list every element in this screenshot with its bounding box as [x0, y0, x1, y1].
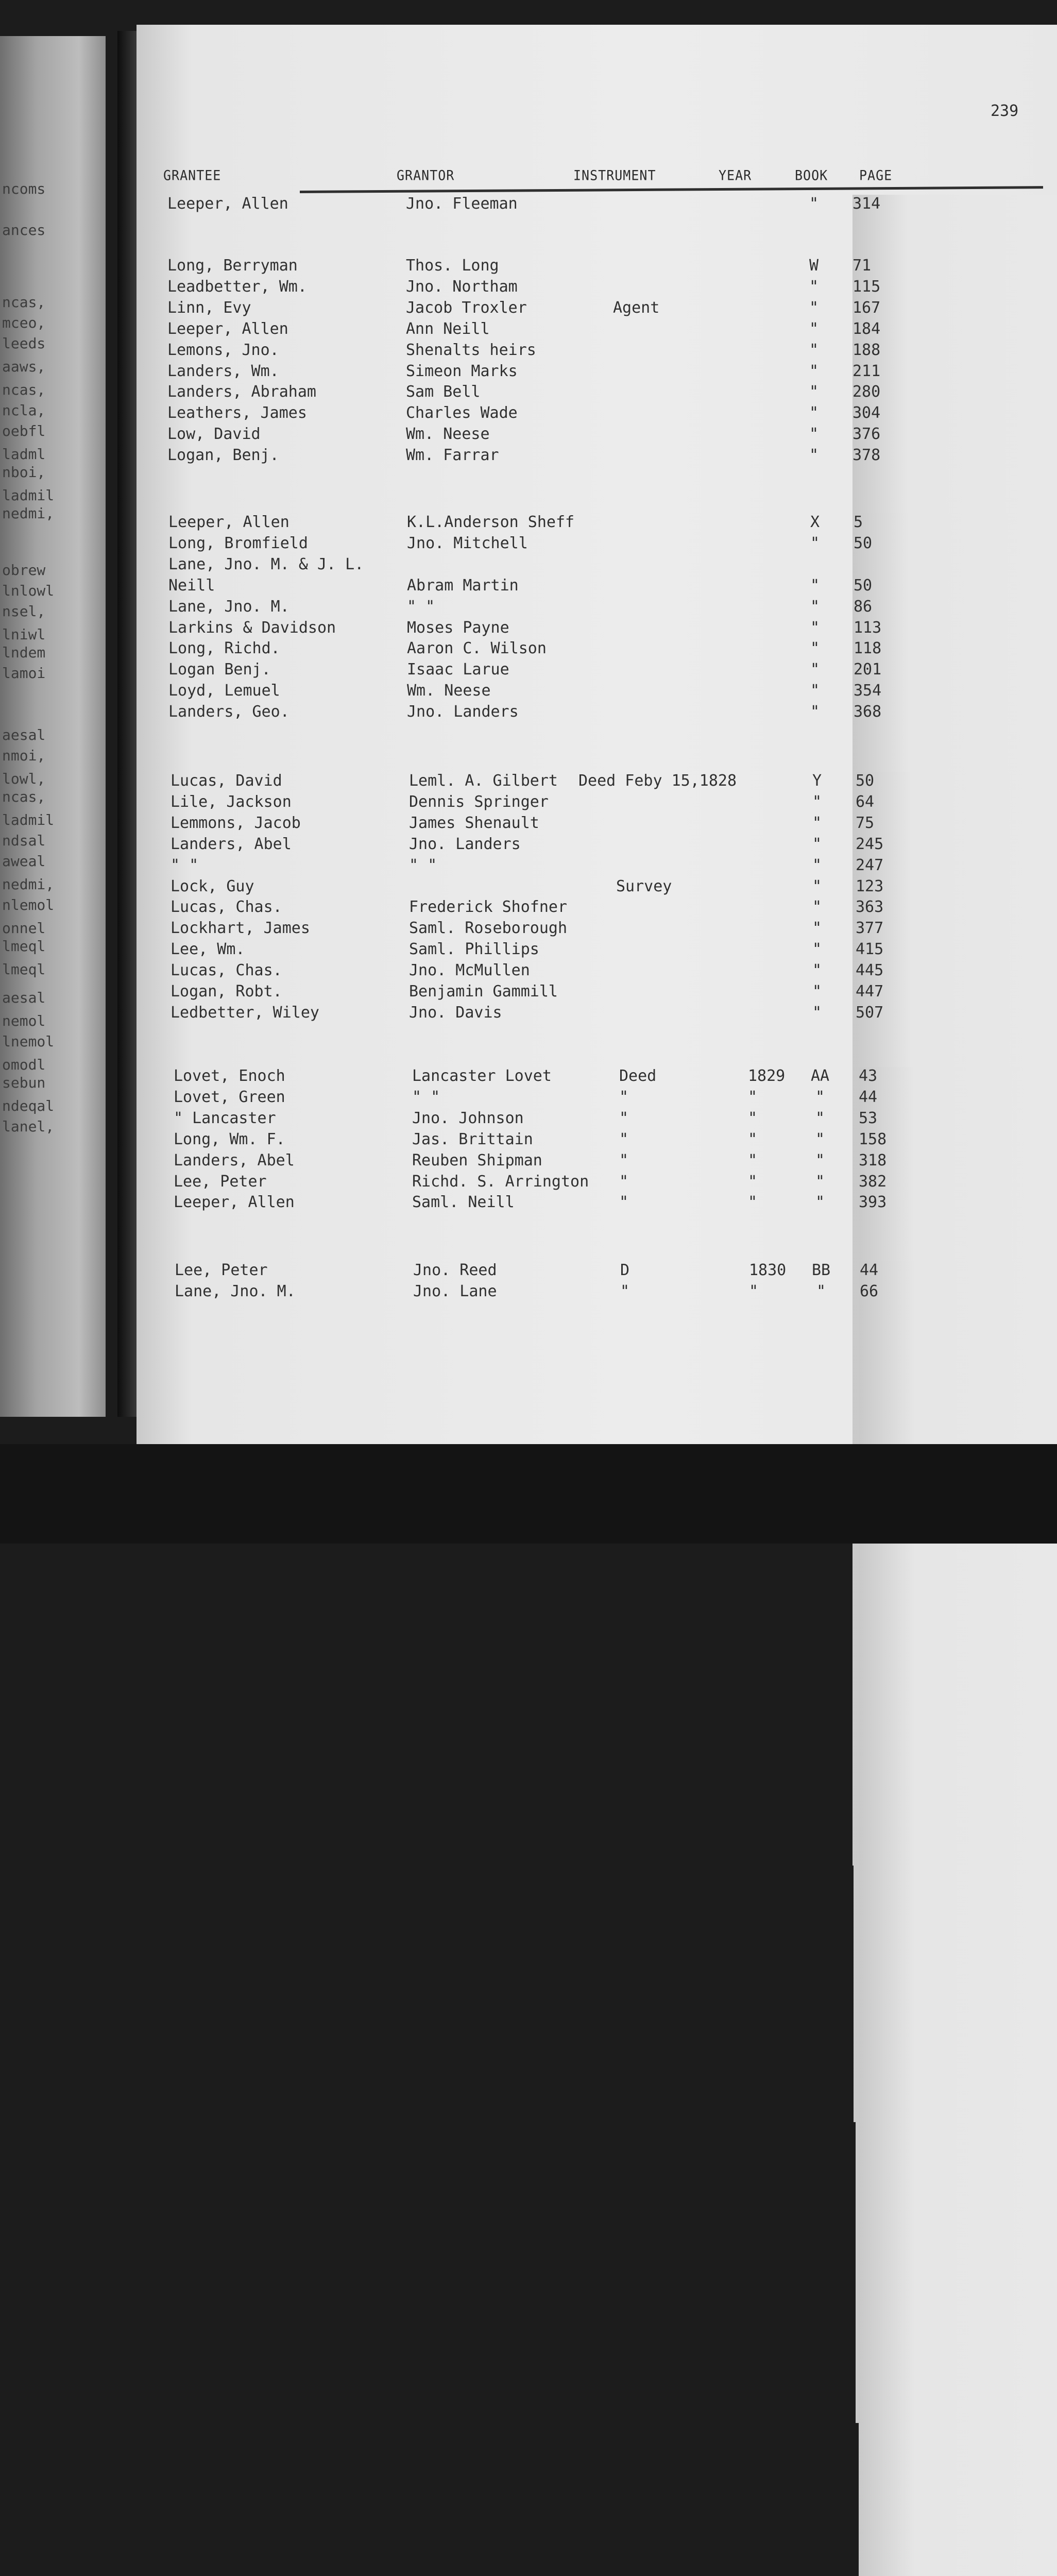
- adjacent-page-fragment: aesal: [2, 726, 45, 743]
- cell-page: 393: [859, 1193, 1057, 2576]
- page-gutter-shadow: [117, 31, 139, 1417]
- cell-book: ": [798, 446, 829, 464]
- cell-book: ": [805, 1130, 836, 1148]
- cell-grantee: Lemmons, Jacob: [171, 814, 301, 832]
- cell-grantor: " ": [409, 856, 437, 874]
- cell-grantee: Landers, Geo.: [168, 703, 289, 721]
- cell-book: ": [805, 1151, 836, 1170]
- cell-book: Y: [802, 772, 832, 790]
- adjacent-page-fragment: oebfl: [2, 422, 45, 439]
- cell-grantor: Sam Bell: [406, 383, 481, 401]
- cell-page: 363: [856, 898, 1057, 2317]
- cell-grantee: " Lancaster: [174, 1109, 276, 1127]
- cell-grantee: Lee, Wm.: [171, 940, 245, 958]
- cell-book: ": [802, 898, 832, 916]
- cell-book: ": [802, 835, 832, 853]
- cell-grantee: Landers, Abel: [171, 835, 292, 853]
- cell-page: 71: [853, 257, 1057, 1676]
- cell-page: 247: [856, 856, 1057, 2276]
- cell-grantee: Logan, Benj.: [167, 446, 279, 464]
- cell-book: ": [802, 940, 832, 958]
- adjacent-page-fragment: lanel,: [2, 1118, 54, 1135]
- cell-grantor: Leml. A. Gilbert: [409, 772, 558, 790]
- cell-page: 314: [853, 195, 1057, 1614]
- cell-page: 44: [859, 1088, 1057, 2507]
- cell-grantee: Lee, Peter: [175, 1261, 268, 1279]
- cell-year: ": [748, 1109, 757, 1127]
- cell-grantor: Abram Martin: [407, 577, 519, 595]
- cell-grantee: Low, David: [167, 425, 261, 443]
- header-year: YEAR: [719, 167, 752, 183]
- cell-page: 507: [856, 1004, 1057, 2423]
- cell-page: 211: [853, 362, 1057, 1782]
- cell-grantor: Wm. Neese: [406, 425, 490, 443]
- ledger-page: [137, 25, 1057, 1444]
- adjacent-page-fragment: ladml: [2, 446, 45, 463]
- cell-grantor: K.L.Anderson Sheff: [407, 513, 574, 531]
- cell-grantee: Leeper, Allen: [168, 513, 289, 531]
- cell-page: 75: [856, 814, 1057, 2233]
- cell-book: ": [798, 362, 829, 380]
- cell-book: ": [806, 1282, 837, 1300]
- cell-book: W: [798, 257, 829, 275]
- cell-page: 368: [854, 703, 1057, 2122]
- cell-grantor: James Shenault: [409, 814, 539, 832]
- cell-grantee: Lane, Jno. M.: [175, 1282, 296, 1300]
- adjacent-page-fragment: ladmil: [2, 487, 54, 504]
- cell-grantor: Ann Neill: [406, 320, 490, 338]
- cell-grantor: Wm. Farrar: [406, 446, 499, 464]
- cell-page: 50: [854, 534, 1057, 1954]
- cell-book: ": [802, 961, 832, 979]
- cell-page: 44: [860, 1261, 1057, 2576]
- cell-grantee: Larkins & Davidson: [168, 619, 336, 637]
- cell-grantee: Landers, Abraham: [167, 383, 316, 401]
- cell-book: ": [802, 982, 832, 1001]
- adjacent-page-fragment: lmeql: [2, 938, 45, 955]
- adjacent-page-fragment: ladmil: [2, 811, 54, 828]
- adjacent-page-fragment: lniwl: [2, 626, 45, 643]
- adjacent-page-fragment: ncoms: [2, 180, 45, 197]
- cell-book: ": [799, 639, 830, 657]
- cell-grantee: Long, Bromfield: [168, 534, 308, 552]
- cell-grantee: Lockhart, James: [171, 919, 310, 937]
- cell-year: ": [748, 1173, 757, 1191]
- cell-grantor: Moses Payne: [407, 619, 509, 637]
- cell-page: 376: [853, 425, 1057, 1844]
- cell-year: ": [748, 1088, 757, 1106]
- cell-grantee: Leeper, Allen: [174, 1193, 295, 1211]
- adjacent-page-fragment: lamoi: [2, 665, 45, 682]
- cell-grantee: Leeper, Allen: [167, 320, 288, 338]
- cell-book: AA: [805, 1067, 836, 1085]
- cell-book: ": [798, 425, 829, 443]
- adjacent-page-fragment: aesal: [2, 989, 45, 1006]
- adjacent-page-fragment: ndsal: [2, 832, 45, 849]
- cell-book: ": [798, 320, 829, 338]
- cell-year: ": [749, 1282, 758, 1300]
- cell-instrument: D: [620, 1261, 629, 1279]
- cell-grantee: " ": [171, 856, 198, 874]
- cell-grantee: Neill: [168, 577, 215, 595]
- cell-grantee: Ledbetter, Wiley: [171, 1004, 319, 1022]
- cell-grantee: Logan, Robt.: [171, 982, 282, 1001]
- adjacent-page-fragment: leeds: [2, 335, 45, 352]
- cell-book: ": [799, 682, 830, 700]
- cell-instrument: Deed Feby 15,1828: [578, 772, 737, 790]
- cell-grantor: Shenalts heirs: [406, 341, 536, 359]
- cell-page: 377: [856, 919, 1057, 2338]
- cell-grantor: Simeon Marks: [406, 362, 518, 380]
- cell-page: 304: [853, 404, 1057, 1823]
- cell-book: ": [802, 793, 832, 811]
- adjacent-page-fragment: ances: [2, 222, 45, 239]
- adjacent-page-fragment: aaws,: [2, 358, 45, 375]
- cell-book: ": [802, 856, 832, 874]
- cell-grantee: Lucas, David: [171, 772, 282, 790]
- cell-grantee: Lee, Peter: [174, 1173, 267, 1191]
- cell-year: 1830: [749, 1261, 786, 1279]
- cell-grantor: Saml. Roseborough: [409, 919, 567, 937]
- cell-year: ": [748, 1193, 757, 1211]
- adjacent-page-fragment: ncla,: [2, 402, 45, 419]
- cell-page: 50: [856, 772, 1057, 2191]
- adjacent-page-fragment: lnlowl: [2, 582, 54, 599]
- cell-page: 378: [853, 446, 1057, 1866]
- cell-year: ": [748, 1151, 757, 1170]
- cell-grantor: Jno. Fleeman: [406, 195, 518, 213]
- cell-book: ": [805, 1193, 836, 1211]
- header-grantee: GRANTEE: [163, 167, 221, 183]
- cell-page: 188: [853, 341, 1057, 1760]
- cell-page: 64: [856, 793, 1057, 2212]
- adjacent-page-fragment: sebun: [2, 1074, 45, 1091]
- cell-grantor: Saml. Phillips: [409, 940, 539, 958]
- cell-page: 201: [854, 660, 1057, 2080]
- cell-grantor: Jno. Mitchell: [407, 534, 528, 552]
- adjacent-page-fragment: nsel,: [2, 603, 45, 620]
- cell-grantee: Lock, Guy: [171, 877, 254, 895]
- cell-grantor: Jas. Brittain: [412, 1130, 533, 1148]
- cell-page: 43: [859, 1067, 1057, 2486]
- cell-instrument: ": [619, 1109, 628, 1127]
- cell-grantor: Lancaster Lovet: [412, 1067, 552, 1085]
- cell-grantor: Jno. Northam: [406, 278, 518, 296]
- cell-page: 53: [859, 1109, 1057, 2529]
- cell-book: ": [798, 404, 829, 422]
- cell-grantee: Lane, Jno. M. & J. L.: [168, 555, 364, 573]
- cell-grantor: Jno. Reed: [413, 1261, 497, 1279]
- cell-page: 66: [860, 1282, 1057, 2576]
- cell-grantee: Long, Richd.: [168, 639, 280, 657]
- cell-grantee: Long, Wm. F.: [174, 1130, 285, 1148]
- cell-grantee: Lucas, Chas.: [171, 898, 282, 916]
- header-instrument: INSTRUMENT: [573, 167, 656, 183]
- adjacent-page-fragment: ncas,: [2, 294, 45, 311]
- cell-book: ": [799, 598, 830, 616]
- adjacent-page-fragment: nedmi,: [2, 505, 54, 522]
- cell-instrument: ": [620, 1282, 629, 1300]
- cell-book: ": [805, 1173, 836, 1191]
- cell-grantee: Lovet, Enoch: [174, 1067, 285, 1085]
- adjacent-page-fragment: lmeql: [2, 961, 45, 978]
- adjacent-page-fragment: nmoi,: [2, 747, 45, 764]
- cell-grantee: Lane, Jno. M.: [168, 598, 289, 616]
- cell-book: ": [799, 619, 830, 637]
- adjacent-page-edge: [0, 36, 106, 1417]
- cell-grantee: Landers, Wm.: [167, 362, 279, 380]
- cell-page: 167: [853, 299, 1057, 1718]
- cell-grantor: Jno. Johnson: [412, 1109, 524, 1127]
- cell-grantor: Thos. Long: [406, 257, 499, 275]
- cell-grantee: Long, Berryman: [167, 257, 298, 275]
- header-page: PAGE: [859, 167, 892, 183]
- cell-page: 86: [854, 598, 1057, 2017]
- cell-page: 118: [854, 639, 1057, 2059]
- adjacent-page-fragment: omodl: [2, 1056, 45, 1073]
- adjacent-page-fragment: lnemol: [2, 1033, 54, 1050]
- cell-page: 318: [859, 1151, 1057, 2571]
- header-grantor: GRANTOR: [397, 167, 454, 183]
- cell-grantor: Dennis Springer: [409, 793, 549, 811]
- cell-page: 245: [856, 835, 1057, 2255]
- cell-page: 50: [854, 577, 1057, 1996]
- cell-book: ": [798, 278, 829, 296]
- cell-grantor: Jno. Landers: [409, 835, 521, 853]
- cell-book: ": [802, 877, 832, 895]
- cell-grantor: Jno. Davis: [409, 1004, 502, 1022]
- cell-grantor: Richd. S. Arrington: [412, 1173, 589, 1191]
- cell-book: BB: [806, 1261, 837, 1279]
- cell-book: ": [799, 703, 830, 721]
- cell-grantor: " ": [412, 1088, 440, 1106]
- cell-grantor: Wm. Neese: [407, 682, 491, 700]
- cell-grantee: Lovet, Green: [174, 1088, 285, 1106]
- scan-background: [0, 1444, 1057, 1544]
- cell-page: 280: [853, 383, 1057, 1802]
- cell-book: ": [802, 1004, 832, 1022]
- cell-book: ": [805, 1109, 836, 1127]
- cell-page: 415: [856, 940, 1057, 2360]
- cell-grantee: Leeper, Allen: [167, 195, 288, 213]
- adjacent-page-fragment: onnel: [2, 920, 45, 937]
- adjacent-page-fragment: nemol: [2, 1012, 45, 1029]
- header-book: BOOK: [795, 167, 828, 183]
- cell-grantor: Saml. Neill: [412, 1193, 515, 1211]
- adjacent-page-fragment: lowl,: [2, 770, 45, 787]
- adjacent-page-fragment: mceo,: [2, 314, 45, 331]
- adjacent-page-fragment: ncas,: [2, 788, 45, 805]
- adjacent-page-fragment: nedmi,: [2, 876, 54, 893]
- cell-book: ": [799, 577, 830, 595]
- cell-book: ": [798, 383, 829, 401]
- adjacent-page-fragment: ndeqal: [2, 1097, 54, 1114]
- cell-grantor: Jno. Lane: [413, 1282, 497, 1300]
- cell-page: 5: [854, 513, 1057, 1933]
- cell-book: ": [799, 660, 830, 679]
- cell-book: ": [798, 299, 829, 317]
- cell-instrument: ": [619, 1130, 628, 1148]
- cell-grantor: Frederick Shofner: [409, 898, 567, 916]
- cell-grantee: Lucas, Chas.: [171, 961, 282, 979]
- cell-grantee: Leathers, James: [167, 404, 307, 422]
- adjacent-page-fragment: nboi,: [2, 464, 45, 481]
- cell-instrument: Survey: [616, 877, 672, 895]
- cell-year: 1829: [748, 1067, 785, 1085]
- cell-grantor: Jacob Troxler: [406, 299, 527, 317]
- cell-page: 447: [856, 982, 1057, 2402]
- cell-page: 382: [859, 1173, 1057, 2576]
- cell-page: 113: [854, 619, 1057, 2038]
- cell-page: 354: [854, 682, 1057, 2101]
- cell-book: ": [802, 814, 832, 832]
- cell-page: 158: [859, 1130, 1057, 2550]
- adjacent-page-fragment: ncas,: [2, 381, 45, 398]
- cell-grantor: " ": [407, 598, 435, 616]
- cell-grantor: Charles Wade: [406, 404, 518, 422]
- cell-grantor: Jno. Landers: [407, 703, 519, 721]
- cell-grantor: Aaron C. Wilson: [407, 639, 547, 657]
- cell-book: ": [799, 534, 830, 552]
- cell-grantor: Reuben Shipman: [412, 1151, 542, 1170]
- cell-page: 445: [856, 961, 1057, 2381]
- cell-book: X: [799, 513, 830, 531]
- cell-grantee: Linn, Evy: [167, 299, 251, 317]
- cell-grantee: Loyd, Lemuel: [168, 682, 280, 700]
- cell-grantee: Landers, Abel: [174, 1151, 295, 1170]
- cell-grantor: Isaac Larue: [407, 660, 509, 679]
- cell-instrument: ": [619, 1173, 628, 1191]
- cell-grantor: Benjamin Gammill: [409, 982, 558, 1001]
- cell-grantee: Leadbetter, Wm.: [167, 278, 307, 296]
- cell-book: ": [798, 195, 829, 213]
- cell-book: ": [802, 919, 832, 937]
- cell-instrument: ": [619, 1193, 628, 1211]
- cell-page: 115: [853, 278, 1057, 1697]
- cell-book: ": [798, 341, 829, 359]
- cell-page: 184: [853, 320, 1057, 1739]
- cell-instrument: Deed: [619, 1067, 656, 1085]
- cell-instrument: ": [619, 1088, 628, 1106]
- cell-instrument: ": [619, 1151, 628, 1170]
- adjacent-page-fragment: obrew: [2, 562, 45, 579]
- cell-book: ": [805, 1088, 836, 1106]
- adjacent-page-fragment: aweal: [2, 853, 45, 870]
- cell-instrument: Agent: [613, 299, 659, 317]
- adjacent-page-fragment: lndem: [2, 644, 45, 661]
- cell-grantee: Lile, Jackson: [171, 793, 292, 811]
- cell-grantee: Lemons, Jno.: [167, 341, 279, 359]
- cell-grantee: Logan Benj.: [168, 660, 271, 679]
- cell-page: 123: [856, 877, 1057, 2297]
- page-number: 239: [991, 102, 1018, 120]
- adjacent-page-fragment: nlemol: [2, 896, 54, 913]
- cell-year: ": [748, 1130, 757, 1148]
- cell-grantor: Jno. McMullen: [409, 961, 530, 979]
